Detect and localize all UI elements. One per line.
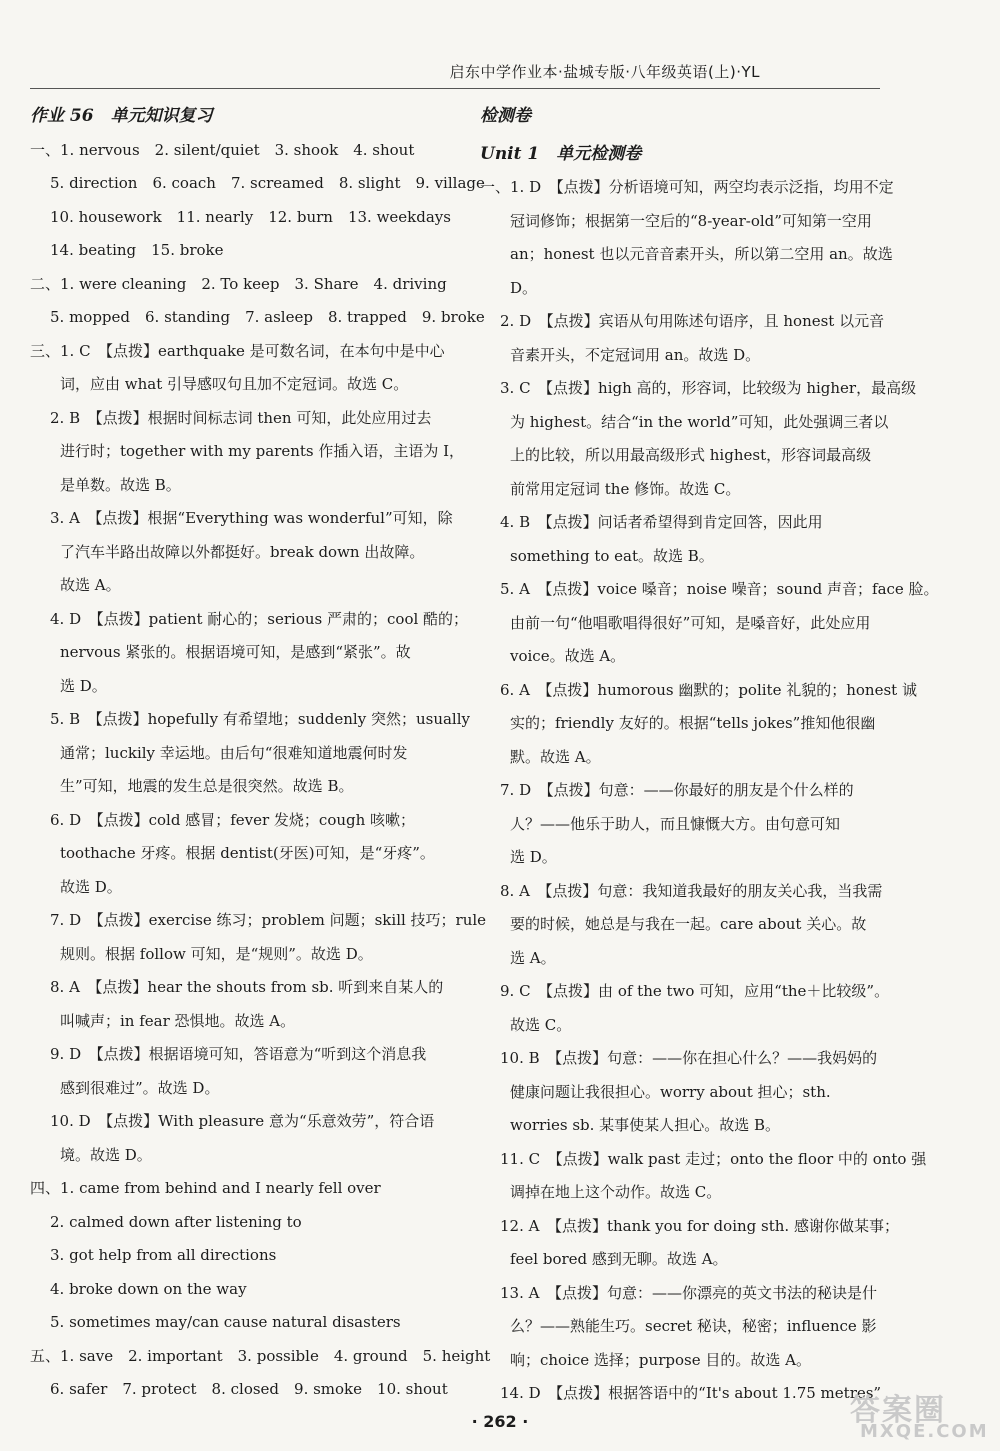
answer-line: 一、1. D 【点拨】分析语境可知，两空均表示泛指，均用不定	[480, 178, 894, 196]
answer-line: 是单数。故选 B。	[60, 475, 181, 494]
answer-line: 7. D 【点拨】exercise 练习；problem 问题；skill 技巧；rule	[50, 911, 487, 929]
answer-line: 词，应由 what 引导感叹句且加不定冠词。故选 C。	[60, 375, 409, 393]
answer-line: 6. D 【点拨】cold 感冒；fever 发烧；cough 咳嗽；	[50, 810, 416, 829]
assignment-heading: 作业 56 单元知识复习	[30, 106, 213, 126]
answer-line: 要的时候，她总是与我在一起。care about 关心。故	[510, 915, 867, 933]
answer-line: 感到很难过”。故选 D。	[60, 1078, 220, 1097]
answer-line: 3. C 【点拨】high 高的，形容词，比较级为 higher，最高级	[500, 379, 917, 397]
answer-line: 10. D 【点拨】With pleasure 意为“乐意效劳”，符合语	[50, 1112, 435, 1130]
answer-line: 14. D 【点拨】根据答语中的“It's about 1.75 metres”	[500, 1384, 882, 1402]
answer-line: 实的；friendly 友好的。根据“tells jokes”推知他很幽	[510, 714, 876, 732]
answer-line: 5. sometimes may/can cause natural disasters	[50, 1313, 401, 1331]
watermark-text: 答案圈	[850, 1393, 946, 1428]
answer-line: 人？——他乐于助人，而且慷慨大方。由句意可知	[510, 814, 841, 833]
answer-line: 调掉在地上这个动作。故选 C。	[510, 1183, 722, 1201]
answer-line: 么？——熟能生巧。secret 秘诀，秘密；influence 影	[510, 1317, 877, 1335]
answer-line: 3. got help from all directions	[50, 1246, 277, 1264]
answer-line: 9. D 【点拨】根据语境可知，答语意为“听到这个消息我	[50, 1045, 427, 1063]
answer-line: 上的比较，所以用最高级形式 highest，形容词最高级	[510, 446, 872, 464]
answer-line: 5. A 【点拨】voice 嗓音；noise 噪音；sound 声音；face 脸。	[500, 580, 939, 598]
page-number: · 262 ·	[471, 1412, 529, 1431]
answer-line: 生”可知，地震的发生总是很突然。故选 B。	[60, 777, 354, 795]
unit-heading: Unit 1 单元检测卷	[480, 143, 642, 164]
answer-line: nervous 紧张的。根据语境可知，是感到“紧张”。故	[60, 643, 411, 661]
answer-line: 5. direction 6. coach 7. screamed 8. slight 9. village	[50, 174, 485, 192]
answer-line: 6. A 【点拨】humorous 幽默的；polite 礼貌的；honest 诚	[500, 680, 917, 699]
answer-line: 7. D 【点拨】句意：——你最好的朋友是个什么样的	[500, 781, 854, 799]
answer-line: 2. B 【点拨】根据时间标志词 then 可知，此处应用过去	[50, 408, 432, 427]
answer-line: an；honest 也以元音音素开头，所以第二空用 an。故选	[510, 245, 893, 263]
answer-line: D。	[510, 278, 538, 297]
answer-line: 2. calmed down after listening to	[50, 1212, 302, 1231]
answer-line: something to eat。故选 B。	[510, 546, 714, 565]
answer-line: 选 A。	[510, 948, 556, 967]
left-column	[30, 100, 491, 1407]
answer-line: 音素开头，不定冠词用 an。故选 D。	[510, 345, 761, 364]
answer-line: 10. B 【点拨】句意：——你在担心什么？——我妈妈的	[500, 1049, 878, 1067]
answer-line: 叫喊声；in fear 恐惧地。故选 A。	[60, 1011, 296, 1030]
answer-line: 五、1. save 2. important 3. possible 4. ground 5. height	[30, 1346, 491, 1365]
answer-line: 二、1. were cleaning 2. To keep 3. Share 4. driving	[30, 274, 447, 293]
answer-line: 11. C 【点拨】walk past 走过；onto the floor 中的 onto 强	[500, 1149, 927, 1168]
answer-line: 4. D 【点拨】patient 耐心的；serious 严肃的；cool 酷的；	[50, 609, 469, 628]
answer-line: 进行时；together with my parents 作插入语，主语为 I，	[60, 442, 465, 460]
answer-line: 8. A 【点拨】hear the shouts from sb. 听到来自某人的	[50, 978, 444, 996]
watermark-url: MXQE.COM	[860, 1421, 989, 1442]
section-heading: 检测卷	[480, 106, 531, 126]
answer-line: 故选 A。	[60, 576, 121, 594]
answer-line: 12. A 【点拨】thank you for doing sth. 感谢你做某事；	[500, 1216, 899, 1235]
answer-line: 故选 D。	[60, 877, 122, 896]
answer-line: 故选 C。	[510, 1015, 572, 1034]
answer-line: 四、1. came from behind and I nearly fell over	[30, 1179, 381, 1197]
answer-line: 三、1. C 【点拨】earthquake 是可数名词，在本句中是中心	[30, 341, 445, 360]
answer-line: 境。故选 D。	[60, 1145, 152, 1164]
answer-line: 5. mopped 6. standing 7. asleep 8. trapped 9. broke	[50, 308, 485, 326]
answer-line: 选 D。	[510, 848, 557, 866]
answer-line: worries sb. 某事使某人担心。故选 B。	[510, 1116, 780, 1134]
watermark-logo	[850, 1385, 989, 1445]
answer-line: 选 D。	[60, 676, 107, 695]
answer-line: 5. B 【点拨】hopefully 有希望地；suddenly 突然；usually	[50, 710, 470, 728]
answer-line: 通常；luckily 幸运地。由后句“很难知道地震何时发	[60, 743, 408, 762]
answer-line: 健康问题让我很担心。worry about 担心；sth.	[510, 1082, 831, 1101]
answer-line: 4. broke down on the way	[50, 1279, 247, 1298]
answer-line: feel bored 感到无聊。故选 A。	[510, 1250, 728, 1268]
answer-line: 8. A 【点拨】句意：我知道我最好的朋友关心我，当我需	[500, 881, 883, 900]
answer-line: 9. C 【点拨】由 of the two 可知，应用“the＋比较级”。	[500, 982, 890, 1000]
answer-line: 4. B 【点拨】问话者希望得到肯定回答，因此用	[500, 513, 823, 531]
page-header	[30, 60, 880, 89]
answer-line: toothache 牙疼。根据 dentist(牙医)可知，是“牙疼”。	[60, 844, 435, 862]
answer-line: 为 highest。结合“in the world”可知，此处强调三者以	[510, 412, 889, 431]
answer-line: 冠词修饰；根据第一空后的“8-year-old”可知第一空用	[510, 211, 872, 230]
answer-line: 由前一句“他唱歌唱得很好”可知，是嗓音好，此处应用	[510, 613, 871, 632]
answer-line: 10. housework 11. nearly 12. burn 13. weekdays	[50, 207, 451, 226]
answer-line: voice。故选 A。	[510, 647, 626, 665]
answer-line: 响；choice 选择；purpose 目的。故选 A。	[510, 1350, 811, 1369]
answer-line: 13. A 【点拨】句意：——你漂亮的英文书法的秘诀是什	[500, 1283, 877, 1302]
answer-line: 默。故选 A。	[510, 747, 601, 766]
answer-line: 前常用定冠词 the 修饰。故选 C。	[510, 479, 741, 498]
answer-line: 6. safer 7. protect 8. closed 9. smoke 10. shout	[50, 1380, 448, 1398]
answer-line: 3. A 【点拨】根据“Everything was wonderful”可知，除	[50, 509, 453, 527]
answer-line: 了汽车半路出故障以外都挺好。break down 出故障。	[60, 542, 425, 561]
answer-line: 规则。根据 follow 可知，是“规则”。故选 D。	[60, 944, 373, 963]
header-title: 启东中学作业本·盐城专版·八年级英语(上)·YL	[449, 63, 760, 81]
answer-line: 2. D 【点拨】宾语从句用陈述句语序，且 honest 以元音	[500, 312, 885, 330]
answer-line: 一、1. nervous 2. silent/quiet 3. shook 4. shout	[30, 140, 415, 159]
answer-line: 14. beating 15. broke	[50, 241, 224, 259]
right-column	[480, 100, 939, 1411]
